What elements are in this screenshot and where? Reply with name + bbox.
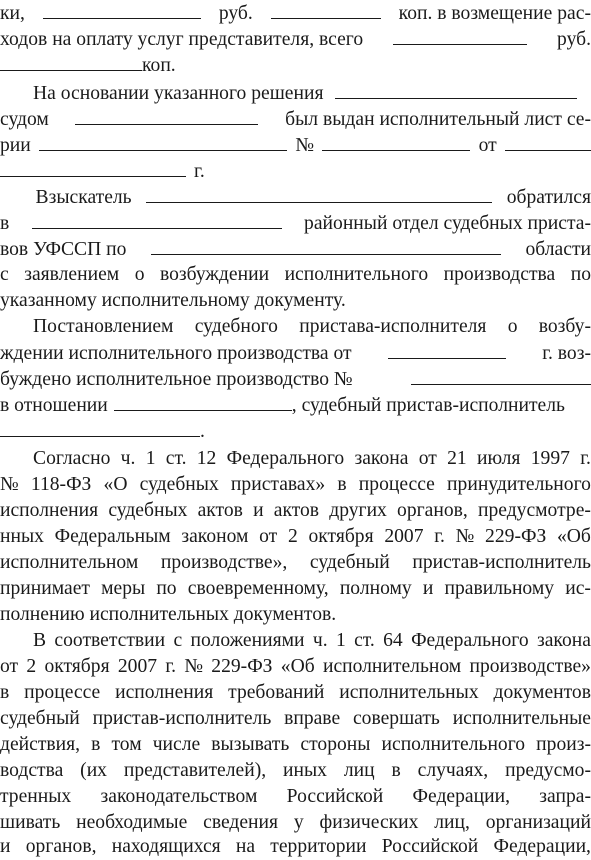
- blank-field: [393, 26, 527, 45]
- text-line: [0, 158, 591, 184]
- text-line: указанному исполнительному документу.: [0, 288, 591, 314]
- word: правильному: [445, 576, 555, 602]
- word: с: [173, 628, 182, 654]
- word: Постановлением: [33, 314, 173, 340]
- word: 12: [197, 446, 217, 472]
- text-line: [0, 498, 591, 524]
- text-line: [0, 236, 591, 262]
- word: в: [392, 758, 401, 784]
- text-fragment: ждении исполнительного производства от: [0, 341, 352, 367]
- word: числе: [153, 732, 201, 758]
- word: иных: [283, 758, 327, 784]
- word: с: [0, 262, 9, 288]
- text-fragment: г.: [194, 159, 205, 185]
- blank-field: [114, 392, 292, 411]
- text-fragment: коп.: [142, 53, 176, 79]
- word: принимает: [0, 576, 90, 602]
- word: пристав-исполнитель: [412, 550, 591, 576]
- blank-field: [0, 52, 142, 71]
- word: 21: [447, 446, 467, 472]
- word: органов,: [397, 498, 468, 524]
- text-line: [0, 210, 591, 236]
- word: г.: [165, 654, 176, 680]
- word: пристава-исполнителя: [299, 314, 486, 340]
- word: закона: [537, 628, 591, 654]
- word: органов,: [26, 834, 97, 860]
- word: возбуждении: [160, 262, 269, 288]
- text-line: [0, 472, 591, 498]
- word: принудительного: [447, 472, 591, 498]
- word: судебный: [0, 706, 80, 732]
- text-fragment: буждено исполнительное производство №: [0, 367, 353, 393]
- text-fragment: коп. в возмещение рас-: [399, 1, 591, 27]
- word: Российской: [287, 784, 384, 810]
- word: 229-ФЗ: [211, 654, 272, 680]
- text-line: [0, 706, 591, 732]
- word: вызывать: [211, 732, 289, 758]
- word: приставах»: [231, 472, 325, 498]
- text-line: [0, 446, 591, 472]
- word: лиц,: [434, 810, 470, 836]
- word: №: [184, 654, 203, 680]
- word: совершать: [353, 706, 440, 732]
- word: г.: [434, 524, 445, 550]
- word: 2: [288, 524, 298, 550]
- text-fragment: На основании указанного решения: [33, 81, 323, 107]
- word: закона: [355, 446, 409, 472]
- text-line: [0, 784, 591, 810]
- word: ст.: [354, 628, 375, 654]
- text-line: [0, 576, 591, 602]
- word: процессе: [24, 680, 100, 706]
- word: на: [236, 834, 255, 860]
- word: производства: [444, 262, 556, 288]
- word: соответствии: [54, 628, 165, 654]
- word: запра-: [539, 784, 591, 810]
- word: 2: [26, 654, 36, 680]
- word: у: [294, 810, 304, 836]
- blank-field: [43, 0, 201, 19]
- text-line: [0, 132, 591, 158]
- word: судебных: [140, 472, 219, 498]
- word: г.: [580, 446, 591, 472]
- word: по: [571, 262, 591, 288]
- text-fragment: руб.: [219, 1, 253, 27]
- word: Федеральным: [55, 524, 171, 550]
- word: требований: [228, 680, 324, 706]
- word: №: [0, 472, 19, 498]
- blank-field: [32, 210, 282, 229]
- word: 229-ФЗ: [485, 524, 546, 550]
- text-fragment: вов УФССП по: [0, 237, 126, 263]
- word: исполнения: [115, 680, 213, 706]
- word: исполнительном: [0, 550, 138, 576]
- word: необходимые: [76, 810, 187, 836]
- word: лиц: [344, 758, 375, 784]
- text-line: [0, 550, 591, 576]
- text-fragment: г. воз-: [542, 341, 591, 367]
- word: исполнительного: [285, 262, 429, 288]
- word: физических: [320, 810, 419, 836]
- word: о: [135, 262, 145, 288]
- text-line: [0, 418, 591, 444]
- text-fragment: Взыскатель: [36, 185, 132, 211]
- word: по: [156, 576, 176, 602]
- word: действия,: [0, 732, 80, 758]
- text-line: [0, 810, 591, 836]
- word: и: [0, 834, 11, 860]
- word: законом: [181, 524, 248, 550]
- word: законодательством: [101, 784, 258, 810]
- word: том: [111, 732, 141, 758]
- word: от: [419, 446, 437, 472]
- word: 1: [336, 628, 346, 654]
- word: №: [456, 524, 475, 550]
- word: в: [91, 732, 100, 758]
- word: предусмотре-: [478, 498, 591, 524]
- word: октября: [44, 654, 109, 680]
- text-fragment: от: [479, 133, 497, 159]
- blank-field: [75, 106, 258, 125]
- word: «Об: [281, 654, 315, 680]
- text-fragment: был выдан исполнительный лист се-: [285, 107, 591, 133]
- word: произ-: [536, 732, 591, 758]
- word: В: [33, 628, 46, 654]
- text-line: [0, 184, 591, 210]
- word: о: [508, 314, 518, 340]
- word: сведения: [203, 810, 278, 836]
- word: и: [253, 498, 264, 524]
- word: меры: [101, 576, 145, 602]
- word: полному: [340, 576, 412, 602]
- text-fragment: обратился: [507, 185, 591, 211]
- word: июля: [477, 446, 520, 472]
- blank-field: [411, 366, 591, 385]
- text-line: [0, 340, 591, 366]
- word: шивать: [0, 810, 60, 836]
- word: Федерального: [227, 446, 345, 472]
- word: организаций: [486, 810, 591, 836]
- blank-field: [322, 132, 470, 151]
- word: в: [337, 472, 346, 498]
- text-line: [0, 106, 591, 132]
- word: ч.: [121, 446, 136, 472]
- word: пристав-исполнитель: [93, 706, 272, 732]
- word: Федерации,: [494, 834, 591, 860]
- word: судебный: [310, 550, 390, 576]
- word: исполнительные: [453, 706, 591, 732]
- word: водства: [0, 758, 63, 784]
- word: 2007: [118, 654, 157, 680]
- word: представителей),: [124, 758, 266, 784]
- text-line: [0, 524, 591, 550]
- word: от: [0, 654, 18, 680]
- text-fragment: , судебный пристав-исполнитель: [292, 393, 565, 419]
- word: ч.: [313, 628, 328, 654]
- word: 1: [146, 446, 156, 472]
- word: 2007: [384, 524, 423, 550]
- word: своевременному,: [188, 576, 329, 602]
- text-line: [0, 26, 591, 52]
- word: 118-ФЗ: [31, 472, 91, 498]
- text-line: [0, 654, 591, 680]
- word: процессе: [359, 472, 435, 498]
- text-fragment: .: [200, 419, 205, 445]
- text-fragment: руб.: [557, 27, 591, 53]
- word: ст.: [166, 446, 187, 472]
- text-line: [0, 0, 591, 26]
- word: предусмо-: [505, 758, 591, 784]
- word: октября: [308, 524, 373, 550]
- word: других: [329, 498, 387, 524]
- text-fragment: области: [526, 237, 591, 263]
- word: Согласно: [33, 446, 110, 472]
- text-line: [0, 262, 591, 288]
- word: исполнительных: [339, 680, 478, 706]
- text-line: [0, 680, 591, 706]
- word: тренных: [0, 784, 71, 810]
- text-line: [0, 80, 591, 106]
- text-fragment: судом: [0, 107, 49, 133]
- word: и: [423, 576, 434, 602]
- word: 1997: [531, 446, 570, 472]
- text-fragment: в отношении: [0, 393, 108, 419]
- word: производстве»,: [161, 550, 287, 576]
- word: Российской: [382, 834, 479, 860]
- text-fragment: ходов на оплату услуг представителя, всего: [0, 27, 363, 53]
- blank-field: [0, 418, 200, 437]
- word: ис-: [565, 576, 591, 602]
- word: судебного: [195, 314, 278, 340]
- word: документов: [494, 680, 591, 706]
- text-line: [0, 366, 591, 392]
- blank-field: [146, 184, 492, 203]
- text-line: [0, 392, 591, 418]
- blank-field: [0, 158, 186, 177]
- blank-field: [271, 0, 381, 19]
- word: актов: [198, 498, 243, 524]
- word: «О: [104, 472, 128, 498]
- blank-field: [335, 80, 577, 99]
- word: заявлением: [24, 262, 119, 288]
- word: актов: [274, 498, 319, 524]
- text-fragment: рии: [0, 133, 31, 159]
- word: территории: [270, 834, 366, 860]
- word: находящихся: [112, 834, 221, 860]
- word: возбу-: [539, 314, 591, 340]
- text-fragment: в: [0, 211, 9, 237]
- word: в: [0, 680, 9, 706]
- word: случаях,: [418, 758, 489, 784]
- word: положениями: [191, 628, 305, 654]
- word: исполнительном: [323, 654, 461, 680]
- word: Федерального: [411, 628, 529, 654]
- word: производстве»: [469, 654, 591, 680]
- text-line: [0, 834, 591, 860]
- text-line: [0, 758, 591, 784]
- word: нных: [0, 524, 44, 550]
- word: стороны: [300, 732, 370, 758]
- word: (их: [80, 758, 107, 784]
- word: вправе: [284, 706, 340, 732]
- word: «Об: [557, 524, 591, 550]
- blank-field: [505, 132, 591, 151]
- word: от: [259, 524, 277, 550]
- blank-field: [151, 236, 501, 255]
- text-fragment: №: [295, 133, 314, 159]
- word: судебных: [108, 498, 187, 524]
- text-line: [0, 732, 591, 758]
- word: исполнительного: [382, 732, 526, 758]
- blank-field: [388, 340, 506, 359]
- word: Федерации,: [413, 784, 510, 810]
- word: 64: [383, 628, 403, 654]
- text-line: [0, 314, 591, 340]
- text-fragment: районный отдел судебных приста-: [304, 211, 591, 237]
- word: исполнения: [0, 498, 98, 524]
- blank-field: [39, 132, 287, 151]
- text-line: [0, 628, 591, 654]
- text-line: [0, 52, 591, 78]
- text-line: полнению исполнительных документов.: [0, 602, 591, 628]
- text-fragment: ки,: [0, 1, 25, 27]
